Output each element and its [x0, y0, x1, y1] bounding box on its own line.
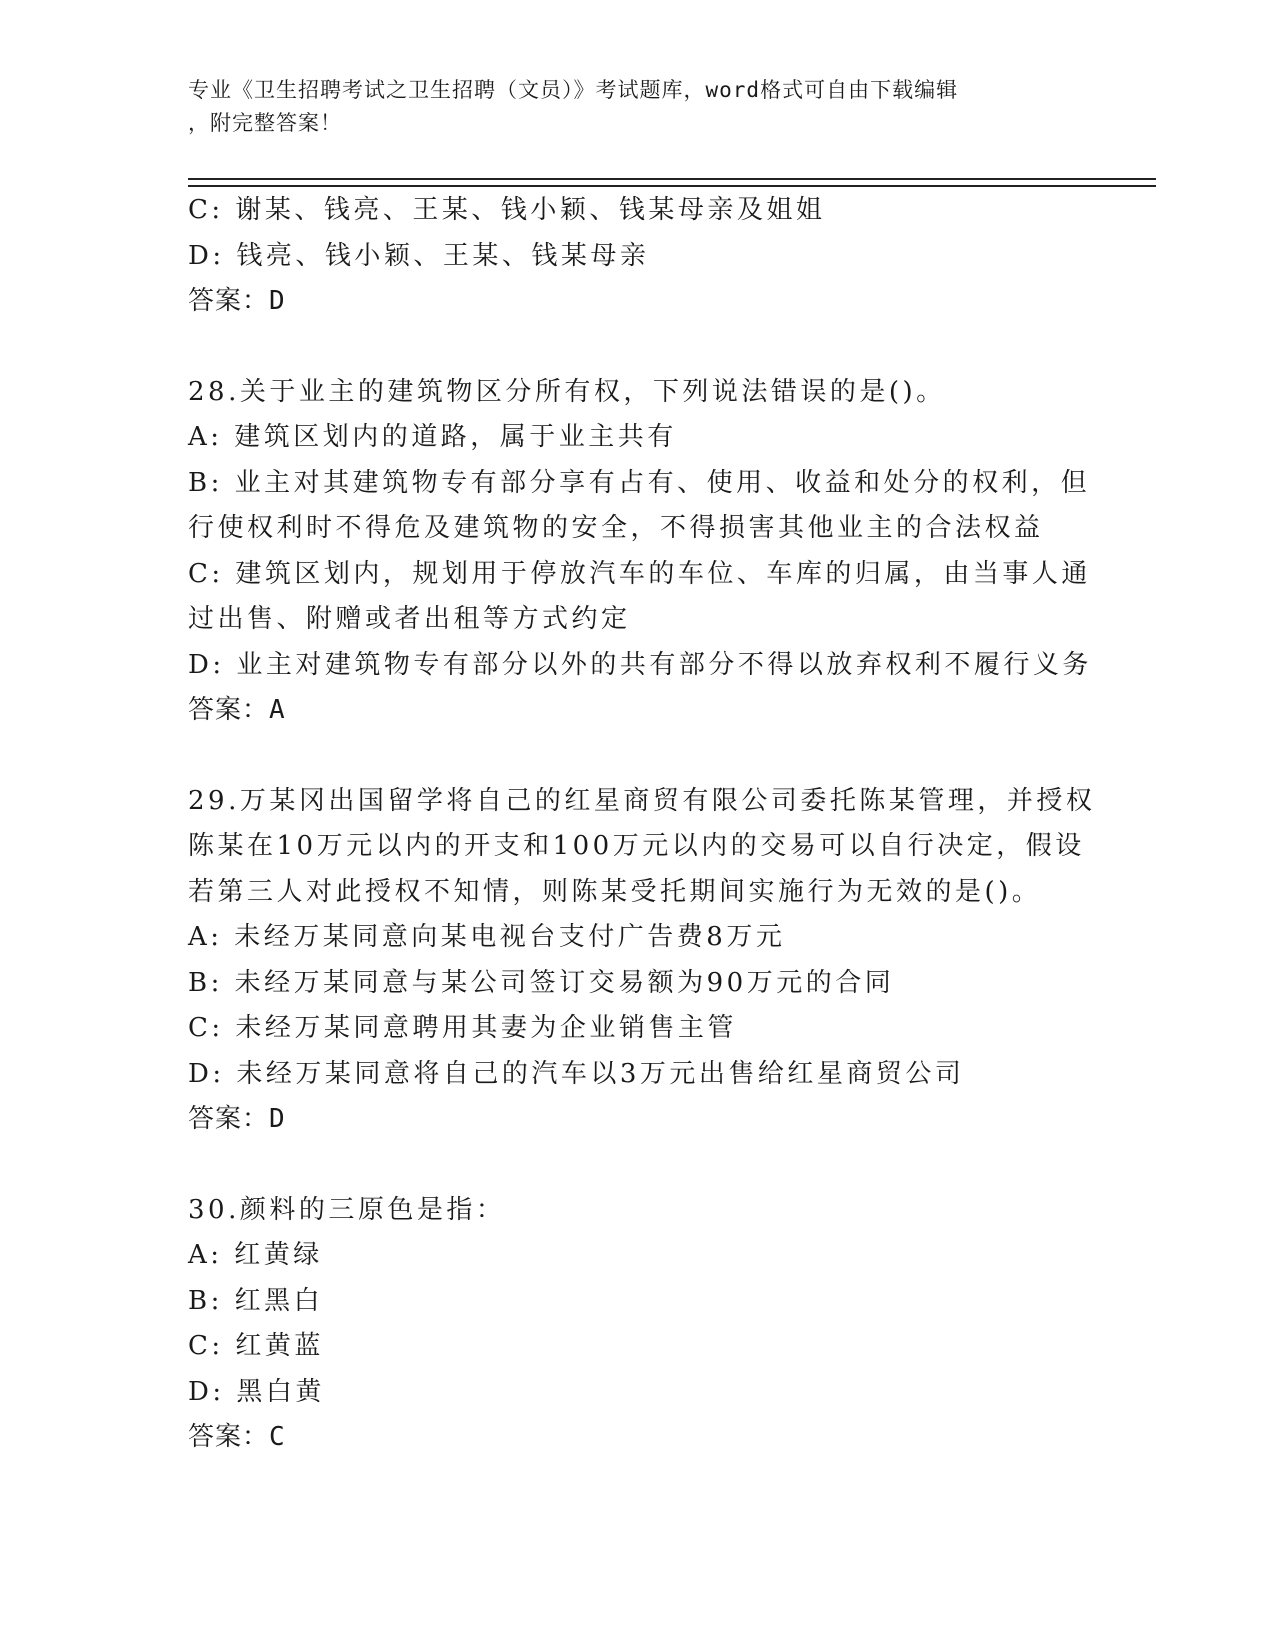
- option-c: C: 未经万某同意聘用其妻为企业销售主管: [188, 1013, 737, 1043]
- question-stem: 29.万某冈出国留学将自己的红星商贸有限公司委托陈某管理，并授权: [188, 785, 1096, 816]
- option-d: D: 未经万某同意将自己的汽车以3万元出售给红星商贸公司: [188, 1058, 965, 1089]
- answer-line: 答案：C: [188, 1422, 286, 1452]
- option-b: B: 红黑白: [188, 1285, 324, 1316]
- option-b-continued: 行使权利时不得危及建筑物的安全，不得损害其他业主的合法权益: [188, 513, 1044, 543]
- option-a: A: 建筑区划内的道路，属于业主共有: [188, 422, 677, 452]
- question-block-27: [188, 188, 1088, 325]
- question-list: [188, 188, 1096, 1461]
- option-c-continued: 过出售、附赠或者出租等方式约定: [188, 604, 631, 634]
- option-a: A: 未经万某同意向某电视台支付广告费8万元: [188, 922, 786, 952]
- question-stem: 30.颜料的三原色是指：: [188, 1194, 506, 1225]
- block-spacer: [188, 1143, 1088, 1188]
- option-d: D: 钱亮、钱小颖、王某、钱某母亲: [188, 240, 650, 271]
- question-block-29: [188, 779, 1096, 1143]
- option-d: D: 黑白黄: [188, 1376, 325, 1407]
- option-d: D: 业主对建筑物专有部分以外的共有部分不得以放弃权利不履行义务: [188, 649, 1092, 680]
- option-b: B: 未经万某同意与某公司签订交易额为90万元的合同: [188, 967, 895, 998]
- question-stem: 28.关于业主的建筑物区分所有权，下列说法错误的是()。: [188, 376, 946, 407]
- question-stem-continued: 若第三人对此授权不知情，则陈某受托期间实施行为无效的是()。: [188, 876, 1042, 907]
- option-a: A: 红黄绿: [188, 1240, 323, 1270]
- answer-line: 答案：D: [188, 286, 286, 316]
- answer-line: 答案：D: [188, 1104, 286, 1134]
- question-block-28: [188, 370, 1092, 734]
- option-c: C: 红黄蓝: [188, 1331, 324, 1361]
- block-spacer: [188, 325, 1088, 370]
- option-c: C: 谢某、钱亮、王某、钱小颖、钱某母亲及姐姐: [188, 195, 826, 225]
- answer-line: 答案：A: [188, 695, 286, 725]
- question-stem-continued: 陈某在10万元以内的开支和100万元以内的交易可以自行决定，假设: [188, 831, 1085, 861]
- header-divider-top: [188, 178, 1156, 180]
- document-header: [188, 74, 1068, 140]
- question-block-30: [188, 1188, 1088, 1461]
- header-line-2: ，附完整答案！: [188, 111, 342, 135]
- option-b: B: 业主对其建筑物专有部分享有占有、使用、收益和处分的权利，但: [188, 467, 1091, 498]
- block-spacer: [188, 734, 1088, 779]
- option-c: C: 建筑区划内，规划用于停放汽车的车位、车库的归属，由当事人通: [188, 558, 1091, 589]
- header-line-1: 专业《卫生招聘考试之卫生招聘（文员）》考试题库，word格式可自由下载编辑: [188, 78, 959, 102]
- header-divider-bottom: [188, 185, 1156, 187]
